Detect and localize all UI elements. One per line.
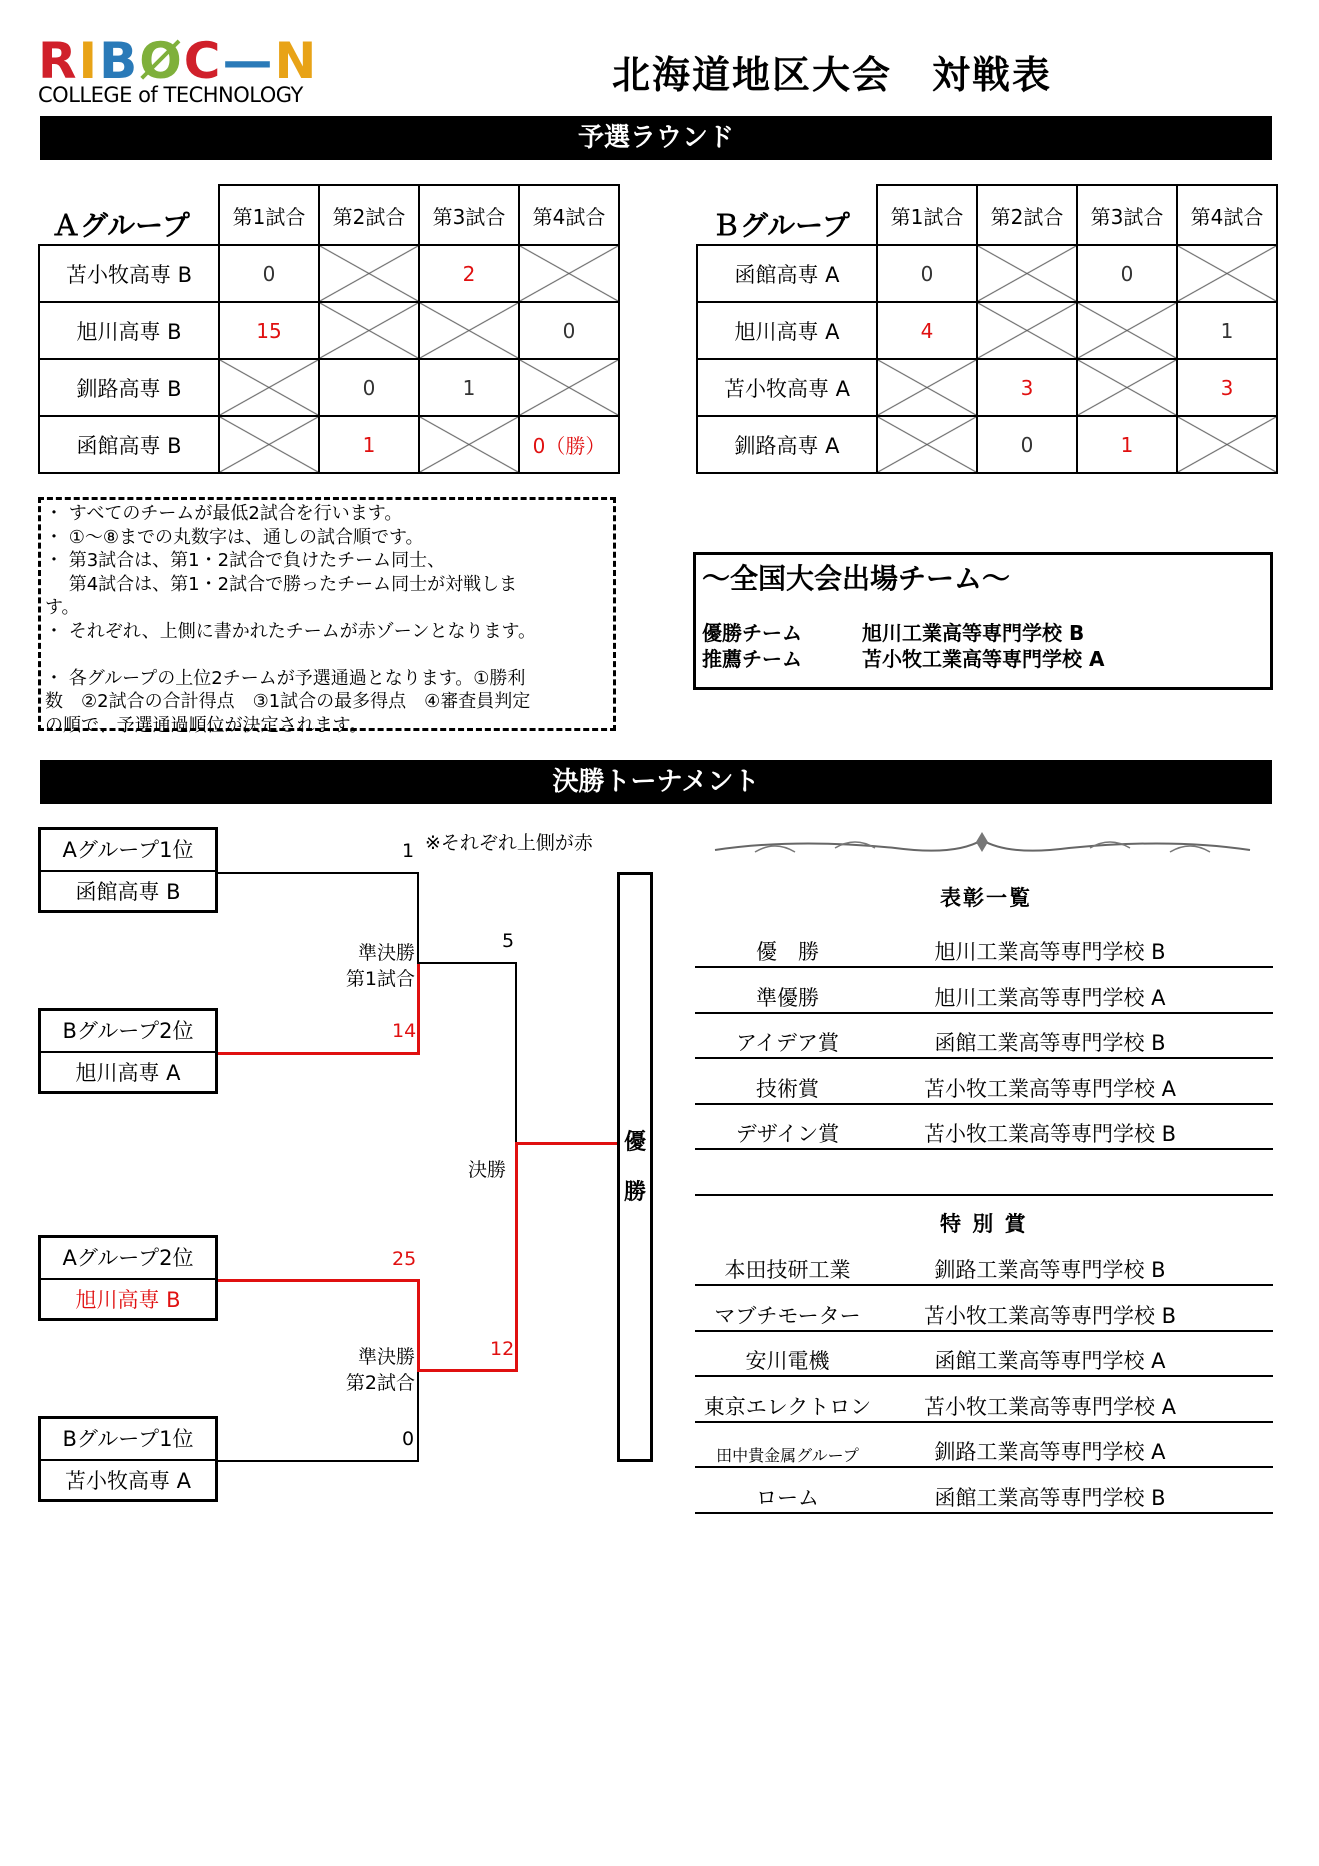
score-cell: 4 [877,302,977,359]
score-cell: 0 [519,302,619,359]
group-a-label: Ａグループ [52,209,190,242]
bracket-line-red [218,1279,419,1282]
award-row [695,1059,1273,1105]
champion-box: 優 勝 [617,872,653,1462]
score-cell: 0 [977,416,1077,473]
score-cell: 0（勝） [519,416,619,473]
group-a-table [38,184,620,474]
no-match-cell [519,359,619,416]
award-team: 函館工業高等専門学校 B [934,1485,1166,1510]
national-row: 優勝チーム 旭川工業高等専門学校 B [702,621,1085,645]
award-row [695,1422,1273,1468]
no-match-cell [319,302,419,359]
team-name: 釧路高専 B [39,359,219,416]
award-team: 苫小牧工業高等専門学校 B [923,1303,1177,1328]
match-header: 第2試合 [319,185,419,245]
table-row [697,359,1277,416]
score-slot2: 14 [392,1020,417,1042]
match-header: 第2試合 [977,185,1077,245]
award-row [695,1377,1273,1423]
table-row [39,416,619,473]
bracket-line-red [417,1279,420,1369]
match-header: 第3試合 [419,185,519,245]
award-row [695,922,1273,968]
award-name: デザイン賞 [735,1122,840,1146]
awards-blank-row [695,1150,1273,1196]
table-row [39,302,619,359]
award-name: マブチモーター [714,1303,861,1328]
bracket-line [218,1460,418,1462]
no-match-cell [977,245,1077,302]
award-team: 釧路工業高等専門学校 B [934,1258,1166,1282]
semi2-label: 準決勝 第2試合 [345,1346,415,1394]
bracket-line [417,1369,419,1462]
award-team: 釧路工業高等専門学校 A [934,1440,1166,1464]
robocon-logo: RIBØC—N [38,32,319,90]
logo-subtitle: COLLEGE of TECHNOLOGY [38,83,303,107]
special-awards-title: 特 別 賞 [940,1212,1028,1236]
bracket-line-red [515,1142,518,1372]
page-title: 北海道地区大会 対戦表 [612,53,1053,97]
match-header: 第3試合 [1077,185,1177,245]
bracket-line [218,872,418,874]
bracket-line-red [417,962,420,1055]
qualifying-banner: 予選ラウンド [40,116,1272,160]
no-match-cell [219,416,319,473]
note-line: 数 ②2試合の合計得点 ③1試合の最多得点 ④審査員判定 [45,691,531,712]
team-name: 旭川高専 B [39,302,219,359]
no-match-cell [219,359,319,416]
note-line [45,643,609,667]
no-match-cell [1177,416,1277,473]
match-header: 第4試合 [1177,185,1277,245]
note-line: の順で、予選通過順位が決定されます。 [45,714,368,736]
score-cell: 2 [419,245,519,302]
team-name: 釧路高専 A [697,416,877,473]
no-match-cell [877,416,977,473]
bracket-slot: Bグループ2位 旭川高専 A [38,1008,218,1094]
final-banner: 決勝トーナメント [40,760,1272,804]
bracket-line [417,962,517,964]
score-cell: 1 [1177,302,1277,359]
group-b-label: Ｂグループ [712,209,850,242]
team-name: 旭川高専 A [697,302,877,359]
award-name: 東京エレクトロン [703,1394,872,1419]
note-line: す。 [45,597,80,618]
award-row [695,1240,1273,1286]
score-cell: 0 [219,245,319,302]
team-name: 函館高専 A [697,245,877,302]
group-b-table [696,184,1278,474]
national-title: ～全国大会出場チーム～ [702,562,1011,595]
no-match-cell [419,302,519,359]
team-name: 苫小牧高専 A [697,359,877,416]
note-line: ・ すべてのチームが最低2試合を行います。 [45,503,403,524]
score-cell: 0 [877,245,977,302]
score-cell: 3 [977,359,1077,416]
award-row [695,1286,1273,1332]
table-row [39,245,619,302]
score-cell: 1 [1077,416,1177,473]
note-line: ・ それぞれ、上側に書かれたチームが赤ゾーンとなります。 [45,620,536,642]
award-name: 準優勝 [756,985,819,1010]
note-line: ・ 第3試合は、第1・2試合で負けたチーム同士、 [45,550,446,571]
award-name: 技術賞 [756,1076,819,1101]
table-row [39,359,619,416]
table-row [697,245,1277,302]
score-cell: 1 [319,416,419,473]
note-line: ・ 各グループの上位2チームが予選通過となります。①勝利 [45,667,526,689]
award-team: 苫小牧工業高等専門学校 B [923,1122,1177,1146]
bracket-slot: Bグループ1位 苫小牧高専 A [38,1416,218,1502]
table-row [697,302,1277,359]
semi1-label: 準決勝 第1試合 [345,942,415,990]
no-match-cell [419,416,519,473]
table-row [697,416,1277,473]
score-slot1: 1 [402,840,415,862]
award-team: 函館工業高等専門学校 B [934,1031,1166,1055]
bracket-line [515,962,517,1142]
award-team: 旭川工業高等専門学校 B [934,940,1166,964]
match-header: 第1試合 [877,185,977,245]
no-match-cell [1077,302,1177,359]
bracket-note: ※それぞれ上側が赤 [425,832,593,854]
award-team: 苫小牧工業高等専門学校 A [923,1394,1177,1419]
no-match-cell [1177,245,1277,302]
national-teams-box [693,552,1273,690]
bracket-line-red [417,1369,517,1372]
ornament-divider [695,828,1270,864]
note-line: ・ ①～⑧までの丸数字は、通しの試合順です。 [45,526,424,548]
team-name: 苫小牧高専 B [39,245,219,302]
bracket-slot: Aグループ1位 函館高専 B [38,827,218,913]
bracket-slot: Aグループ2位 旭川高専 B [38,1235,218,1321]
score-cell: 3 [1177,359,1277,416]
note-line: 第4試合は、第1・2試合で勝ったチーム同士が対戦しま [45,573,518,595]
score-semi1: 5 [502,930,515,952]
rules-notes [38,497,616,736]
award-name: 安川電機 [745,1349,830,1373]
award-name: ローム [756,1485,819,1510]
no-match-cell [519,245,619,302]
score-cell: 0 [319,359,419,416]
score-cell: 0 [1077,245,1177,302]
no-match-cell [1077,359,1177,416]
final-label: 決勝 [468,1159,507,1181]
score-slot3: 25 [392,1248,417,1270]
no-match-cell [877,359,977,416]
award-row [695,1331,1273,1377]
national-row: 推薦チーム 苫小牧工業高等専門学校 A [702,647,1105,671]
award-name: 田中貴金属グループ [716,1446,859,1465]
award-name: アイデア賞 [735,1031,840,1055]
score-cell: 15 [219,302,319,359]
team-name: 函館高専 B [39,416,219,473]
no-match-cell [319,245,419,302]
no-match-cell [977,302,1077,359]
award-row [695,1104,1273,1150]
award-row [695,1013,1273,1059]
score-semi2: 12 [490,1338,515,1360]
award-team: 苫小牧工業高等専門学校 A [923,1076,1177,1101]
award-team: 旭川工業高等専門学校 A [934,985,1166,1010]
award-row [695,968,1273,1014]
awards-title: 表彰一覧 [940,886,1032,910]
score-cell: 1 [419,359,519,416]
award-row [695,1468,1273,1514]
bracket-line-red [218,1052,419,1055]
award-team: 函館工業高等専門学校 A [934,1349,1166,1373]
award-name: 本田技研工業 [724,1258,851,1282]
bracket-line-red [515,1142,617,1145]
bracket-line [417,872,419,962]
score-slot4: 0 [402,1428,415,1450]
award-name: 優 勝 [756,940,819,964]
match-header: 第4試合 [519,185,619,245]
match-header: 第1試合 [219,185,319,245]
